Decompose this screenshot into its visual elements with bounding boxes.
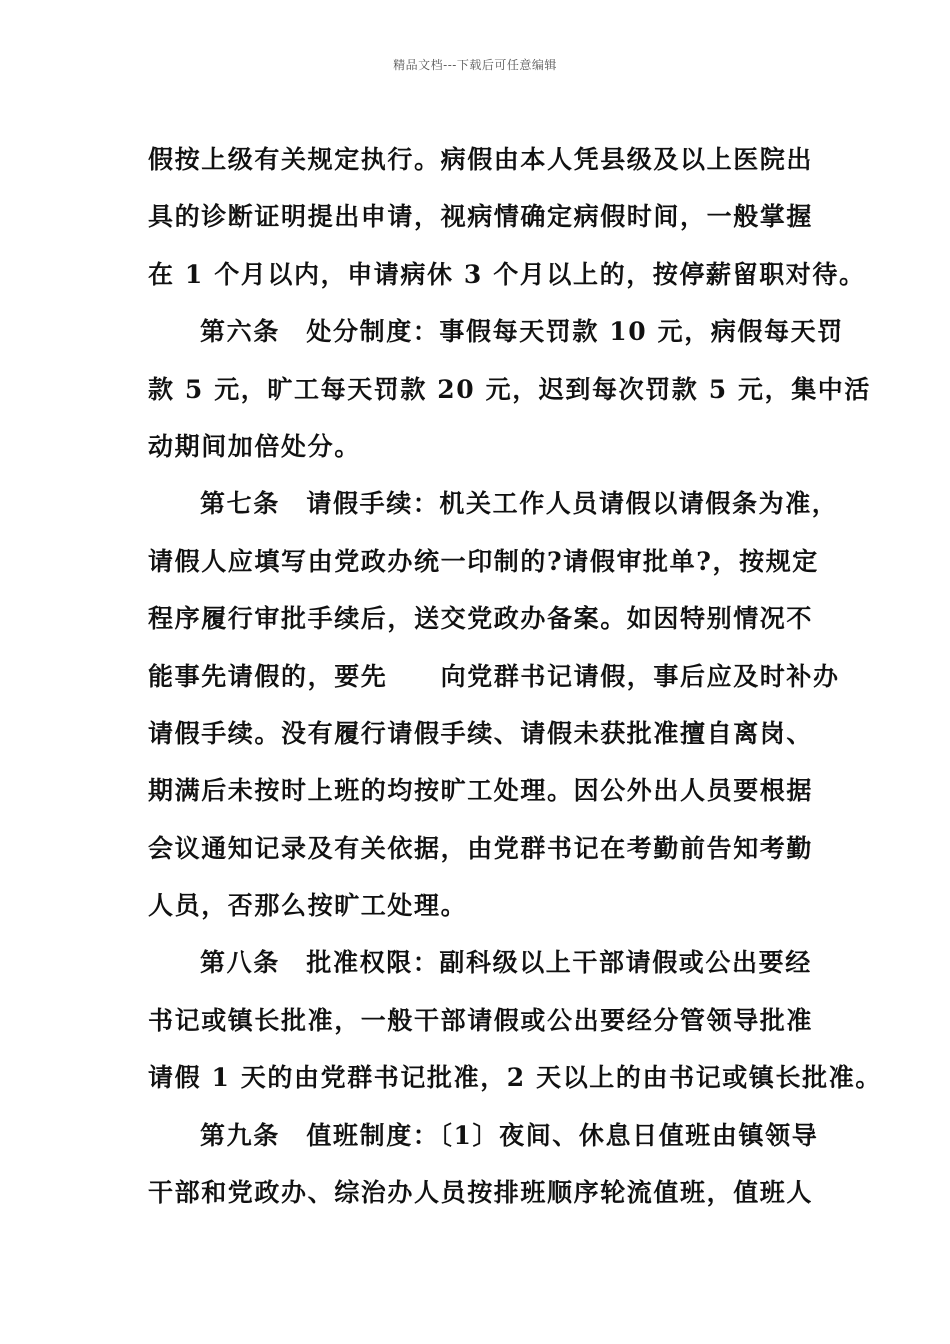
text-line: 款 5 元，旷工每天罚款 20 元，迟到每次罚款 5 元，集中活 — [148, 374, 872, 404]
article-9-line: 第九条 值班制度：〔1〕夜间、休息日值班由镇领导 — [200, 1120, 819, 1150]
text-line: 会议通知记录及有关依据，由党群书记在考勤前告知考勤 — [148, 833, 814, 863]
text-line: 具的诊断证明提出申请，视病情确定病假时间，一般掌握 — [148, 202, 814, 232]
article-7-line: 第七条 请假手续：机关工作人员请假以请假条为准， — [200, 489, 839, 519]
text-line: 干部和党政办、综治办人员按排班顺序轮流值班，值班人 — [148, 1178, 814, 1208]
text-line: 请假 1 天的由党群书记批准，2 天以上的由书记或镇长批准。 — [148, 1063, 882, 1093]
text-line: 人员，否那么按旷工处理。 — [148, 891, 468, 921]
text-line: 动期间加倍处分。 — [148, 431, 361, 461]
text-line: 假按上级有关规定执行。病假由本人凭县级及以上医院出 — [148, 145, 814, 174]
text-line: 期满后未按时上班的均按旷工处理。因公外出人员要根据 — [148, 776, 814, 806]
text-line: 请假手续。没有履行请假手续、请假未获批准擅自离岗、 — [148, 718, 814, 748]
page-header: 精品文档---下载后可任意编辑 — [393, 58, 557, 72]
text-line: 程序履行审批手续后，送交党政办备案。如因特别情况不 — [148, 604, 814, 634]
text-line: 请假人应填写由党政办统一印制的?请假审批单?，按规定 — [148, 546, 819, 576]
text-line: 书记或镇长批准，一般干部请假或公出要经分管领导批准 — [148, 1005, 814, 1035]
text-line: 在 1 个月以内，申请病休 3 个月以上的，按停薪留职对待。 — [148, 259, 866, 289]
document-body — [148, 138, 882, 1228]
text-line: 能事先请假的，要先 向党群书记请假，事后应及时补办 — [148, 661, 840, 691]
article-6-line: 第六条 处分制度：事假每天罚款 10 元，病假每天罚 — [200, 317, 844, 347]
article-8-line: 第八条 批准权限：副科级以上干部请假或公出要经 — [200, 948, 812, 978]
